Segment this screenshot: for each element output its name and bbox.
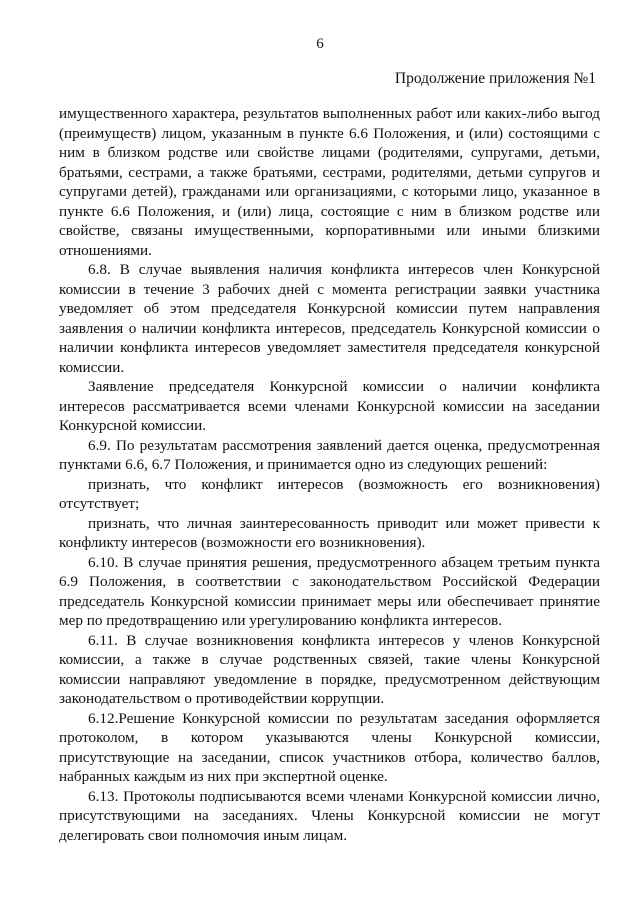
paragraph-6-9: 6.9. По результатам рассмотрения заявлений дается оценка, предусмотренная пунктами 6.6, 6.7 Положения, и принимается одно из следующих решений: [59,436,600,473]
page-number: 6 [316,36,324,52]
paragraph-6-8: 6.8. В случае выявления наличия конфликта интересов член Конкурсной комиссии в течение 3 рабочих дней с момента регистрации заявки участника уведомляет об этом председателя Конкурсной комиссии путем направления заявления о наличии конфликта интересов, председатель Конкурсной комиссии о наличии конфликта интересов уведомляет заместителя председателя конкурсной комиссии. [59,261,600,376]
paragraph-continuation: имущественного характера, результатов выполненных работ или каких-либо выгод (преимуществ) лицом, указанным в пункте 6.6 Положения, и (или) состоящими с ним в близком родстве или свойстве лицами (родителями, супругами, детьми, братьями, сестрами, а также братьями, сестрами, родителями, детьми супругов и супругами детей), гражданами или организациями, с которыми лицо, указанное в пункте 6.6 Положения, и (или) лица, состоящие с ним в близком родстве или свойстве, связаны имущественными, корпоративными или иными близкими отношениями. [59,105,600,259]
paragraph-6-11: 6.11. В случае возникновения конфликта интересов у членов Конкурсной комиссии, а также в случае родственных связей, такие члены Конкурсной комиссии направляют уведомление в порядке, предусмотренном действующим законодательством о противодействии коррупции. [59,631,600,707]
paragraph-decision-2: признать, что личная заинтересованность приводит или может привести к конфликту интересов (возможности его возникновения). [59,514,600,551]
paragraph-chair-statement: Заявление председателя Конкурсной комиссии о наличии конфликта интересов рассматривается всеми членами Конкурсной комиссии на заседании Конкурсной комиссии. [59,378,600,434]
paragraph-decision-1: признать, что конфликт интересов (возможность его возникновения) отсутствует; [59,475,600,512]
annex-title: Продолжение приложения №1 [394,70,596,87]
document-body [59,104,600,845]
paragraph-6-12: 6.12.Решение Конкурсной комиссии по результатам заседания оформляется протоколом, в котором указываются члены Конкурсной комиссии, присутствующие на заседании, список участников отбора, количество баллов, набранных каждым из них при экспертной оценке. [59,709,600,785]
paragraph-6-13: 6.13. Протоколы подписываются всеми членами Конкурсной комиссии лично, присутствующими на заседаниях. Члены Конкурсной комиссии не могут делегировать свои полномочия иным лицам. [59,787,600,844]
paragraph-6-10: 6.10. В случае принятия решения, предусмотренного абзацем третьим пункта 6.9 Положения, в соответствии с законодательством Российской Федерации председатель Конкурсной комиссии принимает меры или обеспечивает принятие мер по предотвращению или урегулированию конфликта интересов. [59,553,600,629]
